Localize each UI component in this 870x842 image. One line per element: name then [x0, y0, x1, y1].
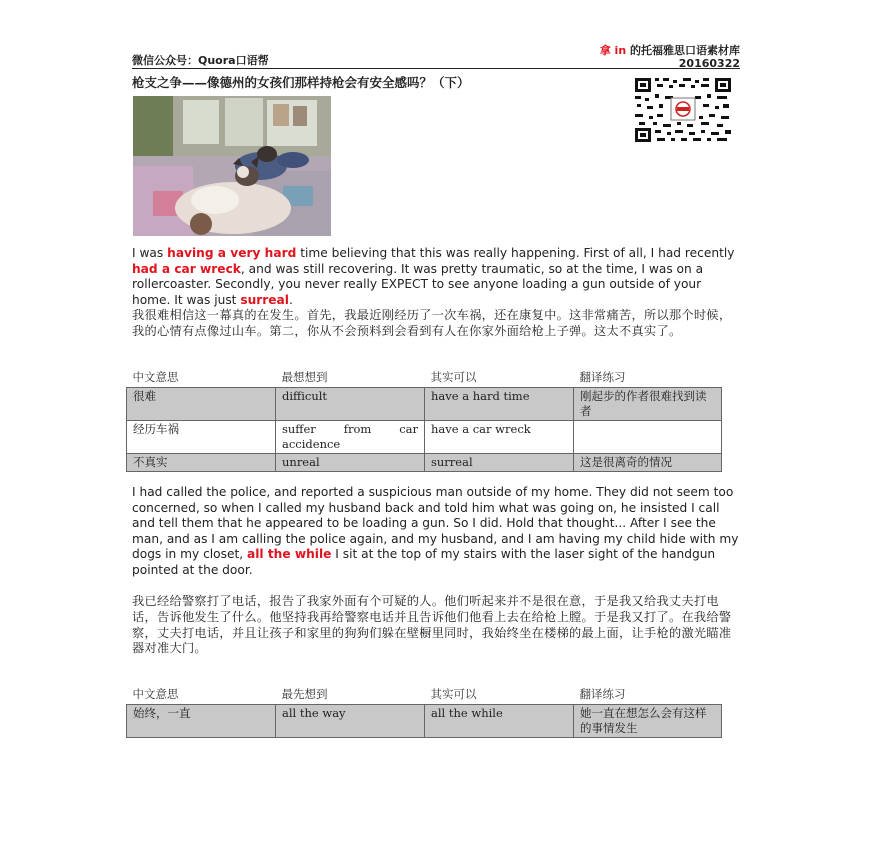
table-row: [127, 388, 722, 421]
paragraph-2-text: I sit at the top of my stairs with the laser sight of the handgun pointed at the door.: [132, 547, 716, 577]
table-cell: [574, 421, 722, 454]
table-header-row: [127, 369, 722, 388]
table-cell: 这是很离奇的情况: [574, 454, 722, 472]
header-actually: 其实可以: [425, 369, 574, 388]
article-title: 枪支之争——像德州的女孩们那样持枪会有安全感吗？（下）: [132, 75, 470, 90]
table-row: [127, 705, 722, 738]
vocab-table-2: [126, 686, 722, 738]
issue-date: 20160322: [678, 57, 740, 70]
highlight-having-a-very-hard: having a very hard: [167, 246, 297, 260]
highlight-had-a-car-wreck: had a car wreck: [132, 261, 241, 276]
article-photo: [133, 96, 331, 236]
wechat-account-label: 微信公众号：Quora口语帮: [132, 54, 269, 67]
table-header-row: [127, 686, 722, 705]
paragraph-2: [132, 485, 742, 579]
paragraph-1: [132, 246, 742, 308]
table-row: [127, 421, 722, 454]
table-row: [127, 454, 722, 472]
header-meaning: 中文意思: [127, 686, 276, 705]
table-cell: have a car wreck: [425, 421, 574, 454]
paragraph-1-text: .: [288, 292, 293, 307]
table-cell: unreal: [276, 454, 425, 472]
table-cell: 不真实: [127, 454, 276, 472]
brand-rest-text: 的托福雅思口语素材库: [626, 44, 740, 57]
chinese-translation-1: 我很难相信这一幕真的在发生。首先，我最近刚经历了一次车祸，还在康复中。这非常痛苦，所以那个时候，我的心情有点像过山车。第二，你从不会预料到会看到有人在你家外面给枪上子弹。这太不真实了。: [132, 308, 732, 338]
table-cell: 她一直在想怎么会有这样的事情发生: [574, 705, 722, 738]
table-cell: 经历车祸: [127, 421, 276, 454]
header-practice: 翻译练习: [574, 369, 722, 388]
paragraph-1-text: , and was still recovering. It was pretty traumatic, so at the time, I was on a rollercoaster. Secondly, you never really EXPECT to see anyone loading a gun outside of your home. It was just: [132, 261, 704, 307]
table-cell: suffer from car accidence: [276, 421, 425, 454]
chinese-translation-2: 我已经给警察打了电话，报告了我家外面有个可疑的人。他们听起来并不是很在意，于是我又给我丈夫打电话，告诉他发生了什么。他坚持我再给警察电话并且告诉他们他看上去在给枪上膛。于是我又打了。在我给警察，丈夫打电话，并且让孩子和家里的狗狗们躲在壁橱里同时，我始终坐在楼梯的最上面，让手枪的激光瞄准器对准大门。: [132, 594, 732, 656]
highlight-all-the-while: all the while: [247, 547, 332, 562]
header-practice: 翻译练习: [574, 686, 722, 705]
paragraph-1-text: I was: [132, 246, 168, 260]
header-meaning: 中文意思: [127, 369, 276, 388]
brand-red-text: 拿 in: [599, 44, 627, 57]
table-cell: difficult: [276, 388, 425, 421]
table-cell: surreal: [425, 454, 574, 472]
highlight-surreal: surreal: [240, 292, 289, 307]
table-cell: 刚起步的作者很难找到读者: [574, 388, 722, 421]
header-rule: [132, 68, 740, 69]
paragraph-2-text: I had called the police, and reported a suspicious man outside of my home. They did not seem too concerned, so when I called my husband back and told him what was going on, he insisted I call and tell them that he appeared to be loading a gun. So I did. Hold that thought... After I see the man, and as I am calling the police again, and my husband, and I am having my child hide with my dogs in my closet,: [132, 485, 739, 562]
paragraph-1-text: time believing that this was really happening. First of all, I had recently: [296, 246, 735, 260]
vocab-table-1: [126, 369, 722, 472]
table-cell: have a hard time: [425, 388, 574, 421]
header-first-thought: 最想想到: [276, 369, 425, 388]
header-first-thought: 最先想到: [276, 686, 425, 705]
qr-code-icon: [633, 76, 733, 144]
table-cell: all the while: [425, 705, 574, 738]
header-actually: 其实可以: [425, 686, 574, 705]
table-cell: 始终，一直: [127, 705, 276, 738]
table-cell: all the way: [276, 705, 425, 738]
header-brand: [600, 44, 740, 70]
table-cell: 很难: [127, 388, 276, 421]
